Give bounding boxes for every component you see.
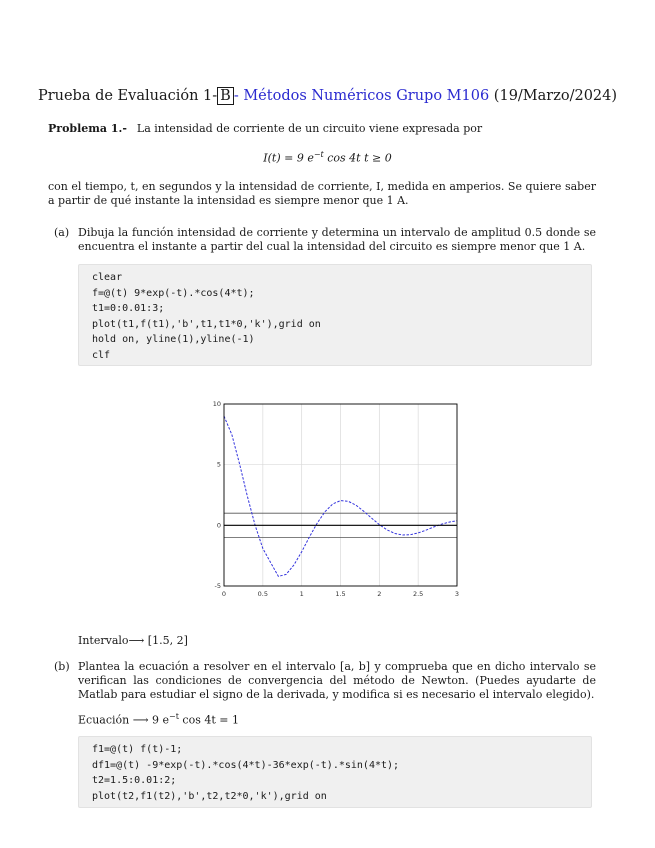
y-tick-label: -5: [214, 582, 221, 590]
x-tick-label: 2: [377, 590, 382, 598]
x-tick-label: 2.5: [412, 590, 424, 598]
problem-heading: [48, 122, 482, 135]
code-block-a[interactable]: clear f=@(t) 9*exp(-t).*cos(4*t); t1=0:0.01:3; plot(t1,f(t1),'b',t1,t1*0,'k'),grid on hold on, yline(1),yline(-1) clf: [78, 264, 592, 366]
x-tick-label: 1.5: [335, 590, 346, 598]
current-equation: I(t) = 9 $e^{-t}$ cos 4t t ≥ 0: [263, 150, 392, 165]
part-b-text: Plantea la ecuación a resolver en el intervalo [a, b] y comprueba que en dicho intervalo se verifican las condiciones de convergencia del método de Newton. (Puedes ayudarte de Matlab para estudiar el signo de la derivada, y modifica si es necesario el intervalo elegido).: [78, 660, 596, 701]
title-dash: -: [233, 88, 239, 104]
interval-answer: Intervalo⟶ [1.5, 2]: [78, 634, 188, 647]
title-prefix: Prueba de Evaluación 1-: [37, 88, 218, 104]
y-tick-label: 5: [216, 460, 221, 469]
part-b-mark: (b): [54, 660, 70, 673]
course-link[interactable]: Métodos Numéricos Grupo M106: [238, 88, 490, 104]
y-tick-label: 0: [216, 521, 221, 530]
code-block-b[interactable]: f1=@(t) f(t)-1; df1=@(t) -9*exp(-t).*cos(4*t)-36*exp(-t).*sin(4*t); t2=1.5:0.01:2; plot(t2,f1(t2),'b',t2,t2*0,'k'),grid on: [78, 736, 592, 808]
x-tick-label: 0: [221, 590, 227, 598]
problem-label: Problema 1.-: [48, 122, 127, 135]
problem-intro: La intensidad de corriente de un circuito viene expresada por: [136, 122, 483, 135]
part-a-mark: (a): [54, 226, 70, 239]
title-date: (19/Marzo/2024): [489, 88, 618, 104]
problem-description: con el tiempo, t, en segundos y la intensidad de corriente, I, medida en amperios. Se quiere saber a partir de qué instante la intensidad es siempre menor que 1 A.: [48, 180, 596, 207]
page-title: [0, 86, 655, 106]
version-box: B: [217, 87, 234, 105]
y-tick-label: 10: [212, 400, 221, 408]
x-tick-label: 1: [299, 590, 304, 598]
x-tick-label: 3: [454, 590, 460, 598]
intensity-plot: [0, 396, 655, 606]
equation-b: Ecuación ⟶ 9 $e^{-t}$ cos 4t = 1: [78, 712, 239, 727]
part-a-text: Dibuja la función intensidad de corriente y determina un intervalo de amplitud 0.5 donde se encuentra el instante a partir del cual la intensidad del circuito es siempre menor que 1 A.: [78, 226, 596, 253]
x-tick-label: 0.5: [257, 590, 269, 598]
